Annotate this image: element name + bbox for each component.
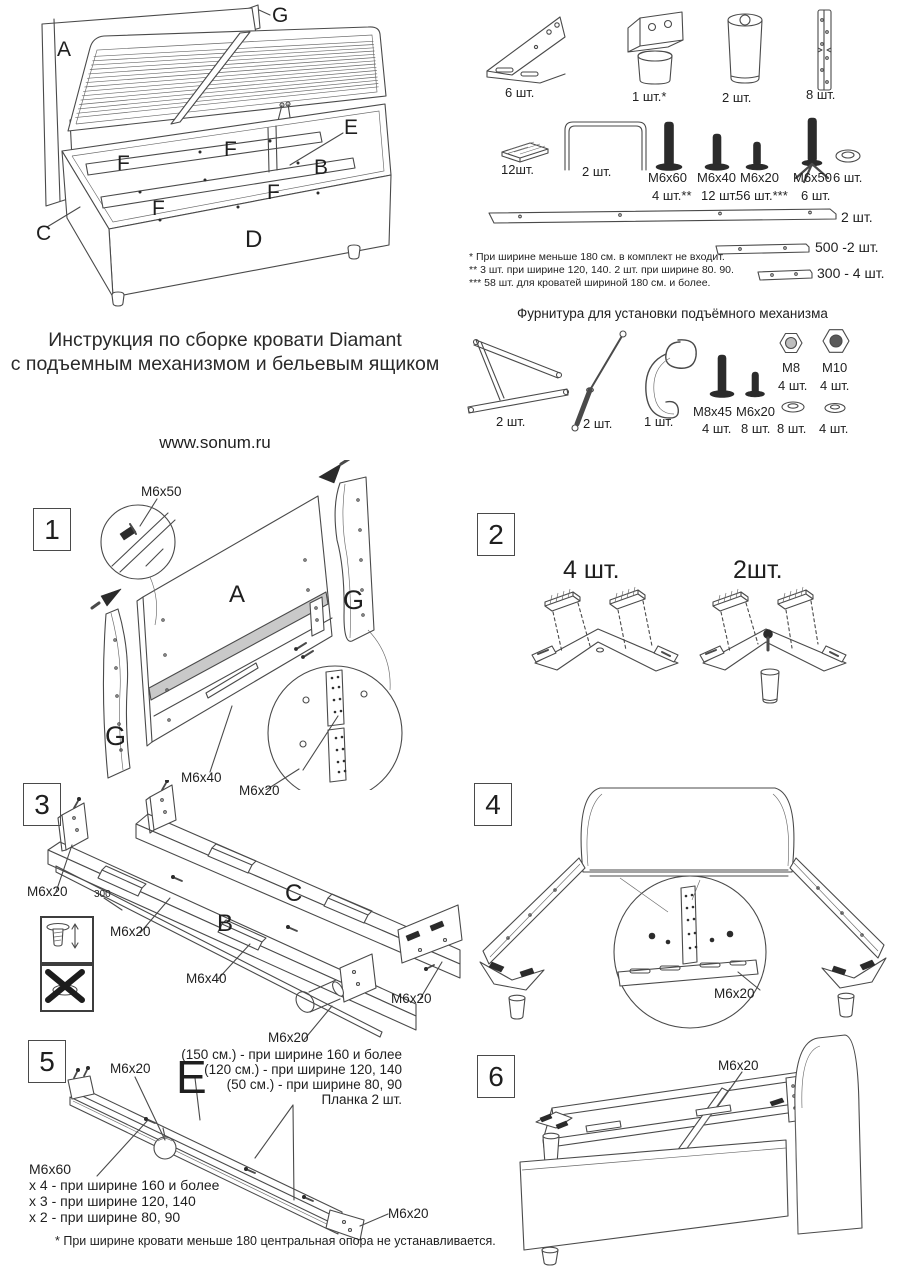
- corner-bracket-icon: [487, 17, 565, 83]
- step-5-number-text: 5: [39, 1045, 55, 1077]
- hardware-bar3-qty: 300 - 4 шт.: [817, 265, 885, 281]
- step5-width-note-2: x 3 - при ширине 120, 140: [29, 1193, 196, 1209]
- step-3-number-text: 3: [34, 788, 50, 820]
- hardware-note-3: *** 58 шт. для кроватей шириной 180 см. и более.: [469, 277, 711, 289]
- step1-label-m6x50: M6x50: [141, 484, 182, 499]
- hardware-flat-plate-qty: 8 шт.: [806, 87, 836, 102]
- bolt-m6x60-icon: [656, 122, 682, 171]
- hardware-note-2: ** 3 шт. при ширине 120, 140. 2 шт. при ширине 80. 90.: [469, 264, 734, 276]
- step5-plank-note: Планка 2 шт.: [321, 1092, 402, 1107]
- mechanism-nut1-qty: 4 шт.: [778, 378, 808, 393]
- hardware-note-1: * При ширине меньше 180 см. в комплект не входит.: [469, 251, 725, 263]
- corner-bracket-4x: [532, 587, 678, 671]
- hardware-bolt1-size: M6x60: [648, 170, 688, 185]
- hardware-bolt1-qty: 4 шт.**: [652, 188, 692, 203]
- step2-qty-4: 4 шт.: [563, 556, 620, 584]
- page-title-line1: Инструкция по сборке кровати Diamant: [48, 329, 402, 351]
- bottom-footnote: * При ширине кровати меньше 180 центральная опора не устанавливается.: [55, 1234, 496, 1248]
- flat-plate-icon: [818, 10, 831, 90]
- mechanism-spring-qty: 2 шт.: [583, 416, 613, 431]
- step1-label-g-right: G: [343, 585, 365, 615]
- step6-label-m6x20: M6x20: [718, 1058, 759, 1073]
- lift-mechanism-icon: [468, 340, 569, 414]
- step5-label-m6x60: M6x60: [29, 1161, 72, 1177]
- hardware-u-bracket-qty: 2 шт.: [582, 164, 612, 179]
- website-text: www.sonum.ru: [159, 433, 271, 452]
- center-leg-bracket-icon: [628, 12, 683, 84]
- overview-label-b: B: [314, 156, 329, 179]
- overview-label-f4: F: [152, 197, 165, 220]
- strap-icon: [646, 340, 696, 418]
- mechanism-washer1-qty: 8 шт.: [777, 421, 807, 436]
- mechanism-bolt2-size: M6x20: [736, 404, 776, 419]
- step3-label-c: C: [285, 880, 303, 907]
- hardware-bolt2-size: M6x40: [697, 170, 737, 185]
- pad-icon: [502, 142, 548, 162]
- step3-label-m6x20-right: M6x20: [391, 991, 432, 1006]
- nut-m8-icon: [780, 334, 802, 353]
- mechanism-lift-qty: 2 шт.: [496, 414, 526, 429]
- step-1-number-text: 1: [44, 513, 60, 545]
- hardware-pad-qty: 12шт.: [501, 162, 535, 177]
- overview-label-g: G: [272, 4, 289, 27]
- step5-size-note-2: (120 см.) - при ширине 120, 140: [204, 1062, 402, 1077]
- overview-label-c: C: [36, 222, 52, 245]
- step1-label-a: A: [229, 581, 246, 608]
- step3-label-m6x20-left: M6x20: [27, 884, 68, 899]
- hardware-center-leg-qty: 1 шт.*: [632, 89, 667, 104]
- bolt-m6x20-icon: [746, 142, 768, 170]
- crossed-out-screw-icon: [42, 966, 88, 1006]
- overview-label-a: A: [57, 38, 72, 61]
- step3-label-m6x20-mid: M6x20: [110, 924, 151, 939]
- overview-label-d: D: [245, 226, 263, 253]
- bolt-m8x45-icon: [710, 355, 734, 398]
- step5-label-e: E: [176, 1051, 207, 1103]
- mechanism-nut1-size: M8: [782, 360, 801, 375]
- step3-label-b: B: [217, 910, 234, 937]
- step3-label-300: 300: [94, 889, 111, 900]
- step4-label-m6x20: M6x20: [714, 986, 755, 1001]
- step-4-number-text: 4: [485, 788, 501, 820]
- cylinder-leg-icon: [728, 14, 762, 83]
- step-2-number-text: 2: [488, 518, 504, 550]
- mechanism-washer2-qty: 4 шт.: [819, 421, 849, 436]
- hardware-bolt4-size: M6x50: [793, 170, 833, 185]
- washer-8-icon: [782, 402, 804, 412]
- step1-label-m6x20: M6x20: [239, 783, 280, 798]
- step-1-drawing: [20, 460, 460, 790]
- overview-label-f2: F: [117, 152, 130, 175]
- bar-300-icon: [758, 270, 812, 280]
- step-4-drawing: [460, 770, 900, 1060]
- overview-label-e: E: [344, 116, 359, 139]
- washer-icon: [836, 150, 860, 162]
- step-6-number-text: 6: [488, 1060, 504, 1092]
- hardware-washer-qty: 6 шт.: [833, 170, 863, 185]
- mechanism-bolt1-size: M8x45: [693, 404, 733, 419]
- screw-depth-icon: [42, 918, 88, 958]
- washer-4-icon: [825, 404, 845, 413]
- step-6-drawing: [460, 1030, 900, 1280]
- u-bracket-icon: [565, 122, 646, 170]
- step5-size-note-1: (150 см.) - при ширине 160 и более: [181, 1047, 402, 1062]
- mechanism-nut2-qty: 4 шт.: [820, 378, 850, 393]
- overview-label-f3: F: [267, 181, 280, 204]
- mechanism-strap-qty: 1 шт.: [644, 414, 674, 429]
- step2-qty-2: 2шт.: [733, 556, 783, 584]
- step5-label-m6x20-mid: M6x20: [110, 1061, 151, 1076]
- corner-bracket-leg-2x: [700, 587, 846, 703]
- step3-label-m6x20-bottom: M6x20: [268, 1030, 309, 1045]
- overview-label-f1: F: [224, 138, 237, 161]
- screw-forbidden-box: [40, 964, 94, 1012]
- step5-width-note-3: x 2 - при ширине 80, 90: [29, 1209, 181, 1225]
- hardware-bar1-qty: 2 шт.: [841, 209, 873, 225]
- long-bar-icon: [489, 209, 836, 223]
- hardware-bolt3-size: M6x20: [740, 170, 780, 185]
- mechanism-title: Фурнитура для установки подъёмного механизма: [517, 306, 828, 321]
- step1-label-m6x40: M6x40: [181, 770, 222, 785]
- step3-label-m6x40: M6x40: [186, 971, 227, 986]
- step5-label-m6x20-right: M6x20: [388, 1206, 429, 1221]
- bolt-m6x40-icon: [705, 134, 729, 170]
- hardware-bar2-qty: 500 -2 шт.: [815, 239, 879, 255]
- step5-width-note-1: x 4 - при ширине 160 и более: [29, 1177, 220, 1193]
- hardware-bolt2-qty: 12 шт.: [701, 188, 738, 203]
- hardware-cylinder-leg-qty: 2 шт.: [722, 90, 752, 105]
- step5-size-note-3: (50 см.) - при ширине 80, 90: [226, 1077, 402, 1092]
- step-2-drawing: [460, 490, 900, 720]
- screw-depth-allowed-box: [40, 916, 94, 964]
- mechanism-bolt2-qty: 8 шт.: [741, 421, 771, 436]
- step1-label-g-left: G: [105, 721, 127, 751]
- hardware-bolt4-qty: 6 шт.: [801, 188, 831, 203]
- nut-m10-icon: [823, 330, 849, 353]
- bolt-m6x20-mech-icon: [746, 372, 765, 397]
- mechanism-nut2-size: M10: [822, 360, 848, 375]
- page-title-line2: с подъемным механизмом и бельевым ящиком: [10, 353, 440, 375]
- bar-500-icon: [716, 244, 809, 254]
- mechanism-bolt1-qty: 4 шт.: [702, 421, 732, 436]
- hardware-bolt3-qty: 56 шт.***: [736, 188, 788, 203]
- hardware-corner-bracket-qty: 6 шт.: [505, 85, 535, 100]
